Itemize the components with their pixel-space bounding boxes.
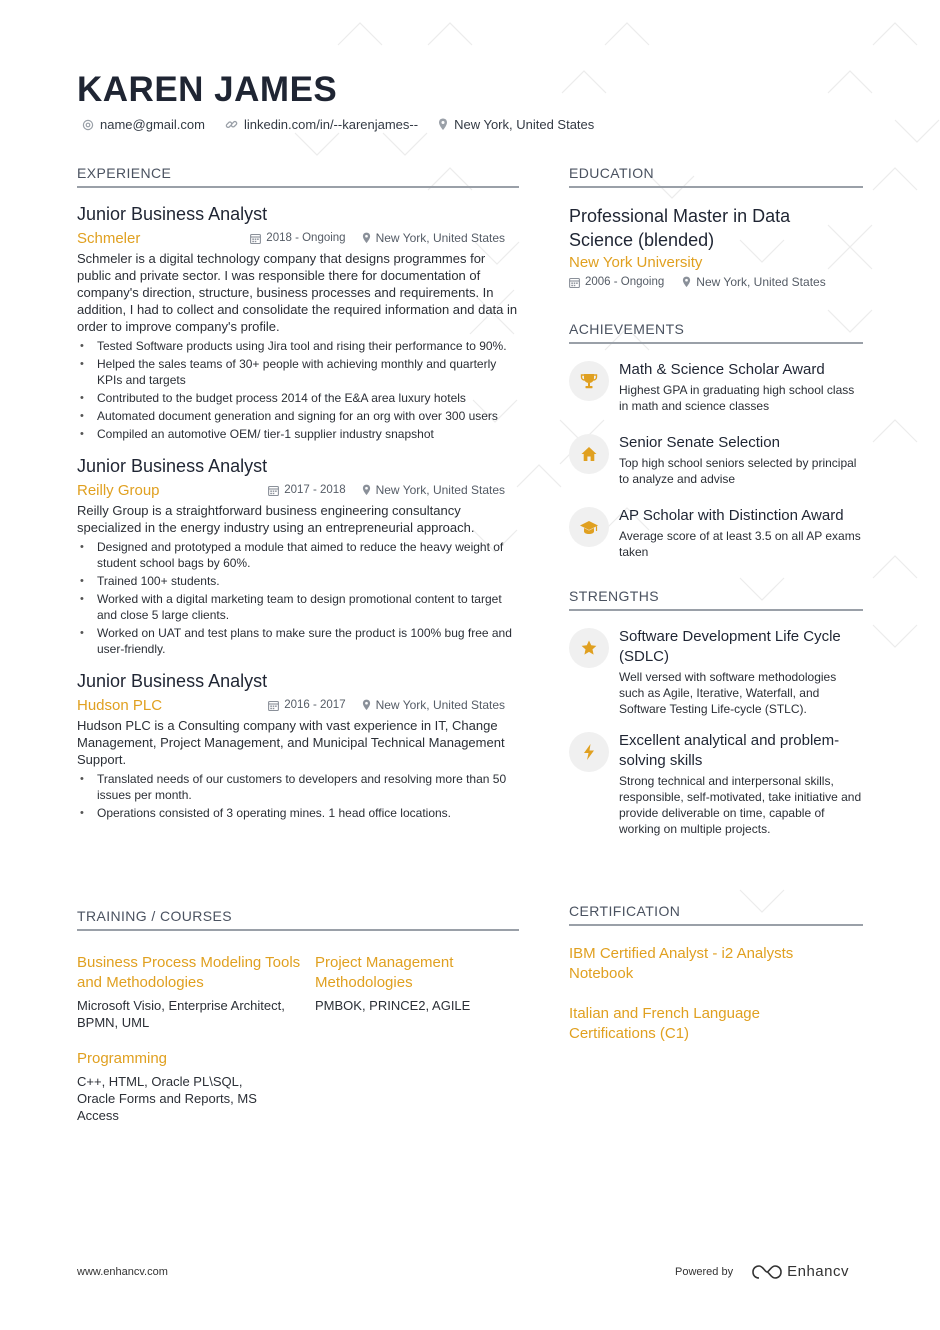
contact-linkedin[interactable]	[225, 117, 418, 132]
achievement-description: Highest GPA in graduating high school class in math and science classes	[619, 383, 855, 413]
calendar-icon	[268, 485, 279, 496]
job-description: Schmeler is a digital technology company that designs programmes for public and private sector. I was responsible there for documentation of company's direction, structure, business processes and requirements. In addition, I had to collect and consolidate the required information and data in order to improve company's profile.	[77, 251, 518, 334]
achievement-title: AP Scholar with Distinction Award	[619, 507, 844, 524]
achievements-list	[569, 360, 863, 560]
courses-grid	[77, 953, 519, 1124]
job-description: Reilly Group is a straightforward business engineering consultancy specialized in the energy industry using an entrepreneurial approach.	[77, 503, 475, 535]
achievement-description: Top high school seniors selected by principal to analyze and advise	[619, 456, 857, 486]
job-date-text: 2016 - 2017	[284, 699, 346, 711]
right-column	[569, 165, 863, 1044]
job-bullet: • Designed and prototyped a module that aimed to reduce the heavy weight of student school bags by 60%.	[77, 539, 519, 571]
graduation-cap-icon	[579, 518, 599, 536]
calendar-icon	[268, 700, 279, 711]
job-bullets	[77, 771, 519, 821]
footer-website[interactable]: www.enhancv.com	[77, 1266, 168, 1278]
education-degree: Professional Master in Data Science (blended)	[569, 206, 791, 250]
achievement-description: Average score of at least 3.5 on all AP exams taken	[619, 529, 861, 559]
company-name: Reilly Group	[77, 482, 160, 499]
company-name: Hudson PLC	[77, 697, 163, 714]
achievement-icon-circle	[569, 434, 609, 474]
calendar-icon	[569, 277, 580, 288]
course-description: PMBOK, PRINCE2, AGILE	[315, 998, 471, 1013]
achievement-icon-circle	[569, 507, 609, 547]
job-bullet: • Contributed to the budget process 2014 of the E&A area luxury hotels	[77, 390, 519, 406]
email-text: name@gmail.com	[100, 117, 205, 132]
map-pin-icon	[362, 699, 371, 711]
job-date-text: 2017 - 2018	[284, 484, 346, 496]
certification-list	[569, 944, 863, 1044]
location-text: New York, United States	[454, 117, 595, 132]
education-date-text: 2006 - Ongoing	[585, 276, 665, 288]
job-title: Junior Business Analyst	[77, 671, 268, 691]
achievement-item	[569, 506, 863, 560]
experience-section-title: EXPERIENCE	[77, 165, 519, 188]
link-icon	[225, 118, 238, 131]
strength-title: Excellent analytical and problem-solving skills	[619, 732, 840, 769]
job-bullet: • Tested Software products using Jira tool and rising their performance to 90%.	[77, 338, 519, 354]
job-bullet: • Translated needs of our customers to developers and resolving more than 50 issues per month.	[77, 771, 519, 803]
enhancv-logo-icon	[751, 1264, 783, 1280]
linkedin-text: linkedin.com/in/--karenjames--	[243, 117, 419, 132]
strength-icon-circle	[569, 628, 609, 668]
job-title: Junior Business Analyst	[77, 456, 268, 476]
powered-by-text: Powered by	[675, 1265, 734, 1278]
achievements-section-title: ACHIEVEMENTS	[569, 321, 863, 344]
education-school: New York University	[569, 254, 703, 271]
job-bullets	[77, 539, 519, 657]
strengths-section-title: STRENGTHS	[569, 588, 863, 611]
job-meta	[77, 697, 519, 715]
strengths-list	[569, 627, 863, 837]
job-title: Junior Business Analyst	[77, 204, 268, 224]
course-description: Microsoft Visio, Enterprise Architect, BPMN, UML	[77, 998, 285, 1030]
map-pin-icon	[362, 484, 371, 496]
achievement-item	[569, 360, 863, 414]
job-meta	[77, 230, 519, 248]
education-meta	[569, 275, 863, 289]
calendar-icon	[250, 233, 261, 244]
job-date	[268, 484, 345, 496]
job-bullet: • Worked on UAT and test plans to make sure the product is 100% bug free and user-friendly.	[77, 625, 519, 657]
candidate-name: KAREN JAMES	[77, 70, 338, 109]
bolt-icon	[582, 743, 596, 761]
map-pin-icon	[438, 118, 448, 131]
map-pin-icon	[682, 276, 691, 288]
map-pin-icon	[362, 232, 371, 244]
achievement-item	[569, 433, 863, 487]
job-location-text: New York, United States	[375, 231, 505, 245]
strength-item	[569, 627, 863, 717]
education-location	[682, 275, 825, 289]
job-location-text: New York, United States	[375, 483, 505, 497]
job-bullet: • Automated document generation and signing for an org with over 300 users	[77, 408, 519, 424]
certification-item: IBM Certified Analyst - i2 Analysts Notebook	[569, 945, 794, 982]
job-date-text: 2018 - Ongoing	[266, 232, 346, 244]
strength-description: Well versed with software methodologies such as Agile, Iterative, Waterfall, and Software Testing Life-cycle (STLC).	[619, 670, 837, 716]
achievement-icon-circle	[569, 361, 609, 401]
strength-icon-circle	[569, 732, 609, 772]
training-section	[77, 908, 519, 1124]
job-meta	[77, 482, 519, 500]
strength-title: Software Development Life Cycle (SDLC)	[619, 628, 841, 665]
job-bullets	[77, 338, 519, 442]
achievement-title: Math & Science Scholar Award	[619, 361, 825, 378]
certification-section-title: CERTIFICATION	[569, 903, 863, 926]
star-icon	[580, 639, 598, 657]
education-section-title: EDUCATION	[569, 165, 863, 188]
job-bullet: • Operations consisted of 3 operating mines. 1 head office locations.	[77, 805, 519, 821]
strength-description: Strong technical and interpersonal skills, responsible, self-motivated, take initiative and provide deliverable on time, capable of working on multiple projects.	[619, 774, 862, 836]
job-bullet: • Helped the sales teams of 30+ people with achieving monthly and quarterly KPIs and targets	[77, 356, 519, 388]
achievement-title: Senior Senate Selection	[619, 434, 780, 451]
home-icon	[580, 445, 598, 463]
education-date	[569, 276, 664, 288]
job-description: Hudson PLC is a Consulting company with vast experience in IT, Change Management, Project Management, and Municipal Technical Management Support.	[77, 718, 505, 767]
course-description: C++, HTML, Oracle PL\SQL, Oracle Forms and Reports, MS Access	[77, 1074, 257, 1123]
at-icon	[82, 119, 94, 131]
strength-item	[569, 731, 863, 837]
job-bullet: • Compiled an automotive OEM/ tier-1 supplier industry snapshot	[77, 426, 519, 442]
footer-powered-by[interactable]	[675, 1263, 849, 1280]
course-title: Programming	[77, 1050, 168, 1067]
certification-item: Italian and French Language Certifications (C1)	[569, 1005, 760, 1042]
job-bullet: • Worked with a digital marketing team to design promotional content to target and close 5 large clients.	[77, 591, 519, 623]
job-entry	[77, 671, 519, 821]
job-location-text: New York, United States	[375, 698, 505, 712]
job-location	[362, 231, 505, 245]
course-title: Business Process Modeling Tools and Methodologies	[77, 954, 301, 991]
left-column	[77, 165, 519, 823]
company-name: Schmeler	[77, 230, 141, 247]
trophy-icon	[580, 372, 598, 390]
training-section-title: TRAINING / COURSES	[77, 908, 519, 931]
contact-location	[438, 117, 594, 132]
education-location-text: New York, United States	[696, 275, 826, 289]
course-item	[77, 1049, 315, 1124]
course-item	[77, 953, 315, 1031]
job-location	[362, 698, 505, 712]
course-title: Project Management Methodologies	[315, 954, 454, 991]
job-date	[268, 699, 345, 711]
job-bullet: • Trained 100+ students.	[77, 573, 519, 589]
contact-info	[82, 117, 614, 132]
enhancv-brand: Enhancv	[787, 1263, 849, 1280]
job-entry	[77, 204, 519, 442]
job-entry	[77, 456, 519, 657]
contact-email[interactable]	[82, 117, 205, 132]
course-item	[315, 953, 519, 1031]
job-date	[250, 232, 345, 244]
job-location	[362, 483, 505, 497]
